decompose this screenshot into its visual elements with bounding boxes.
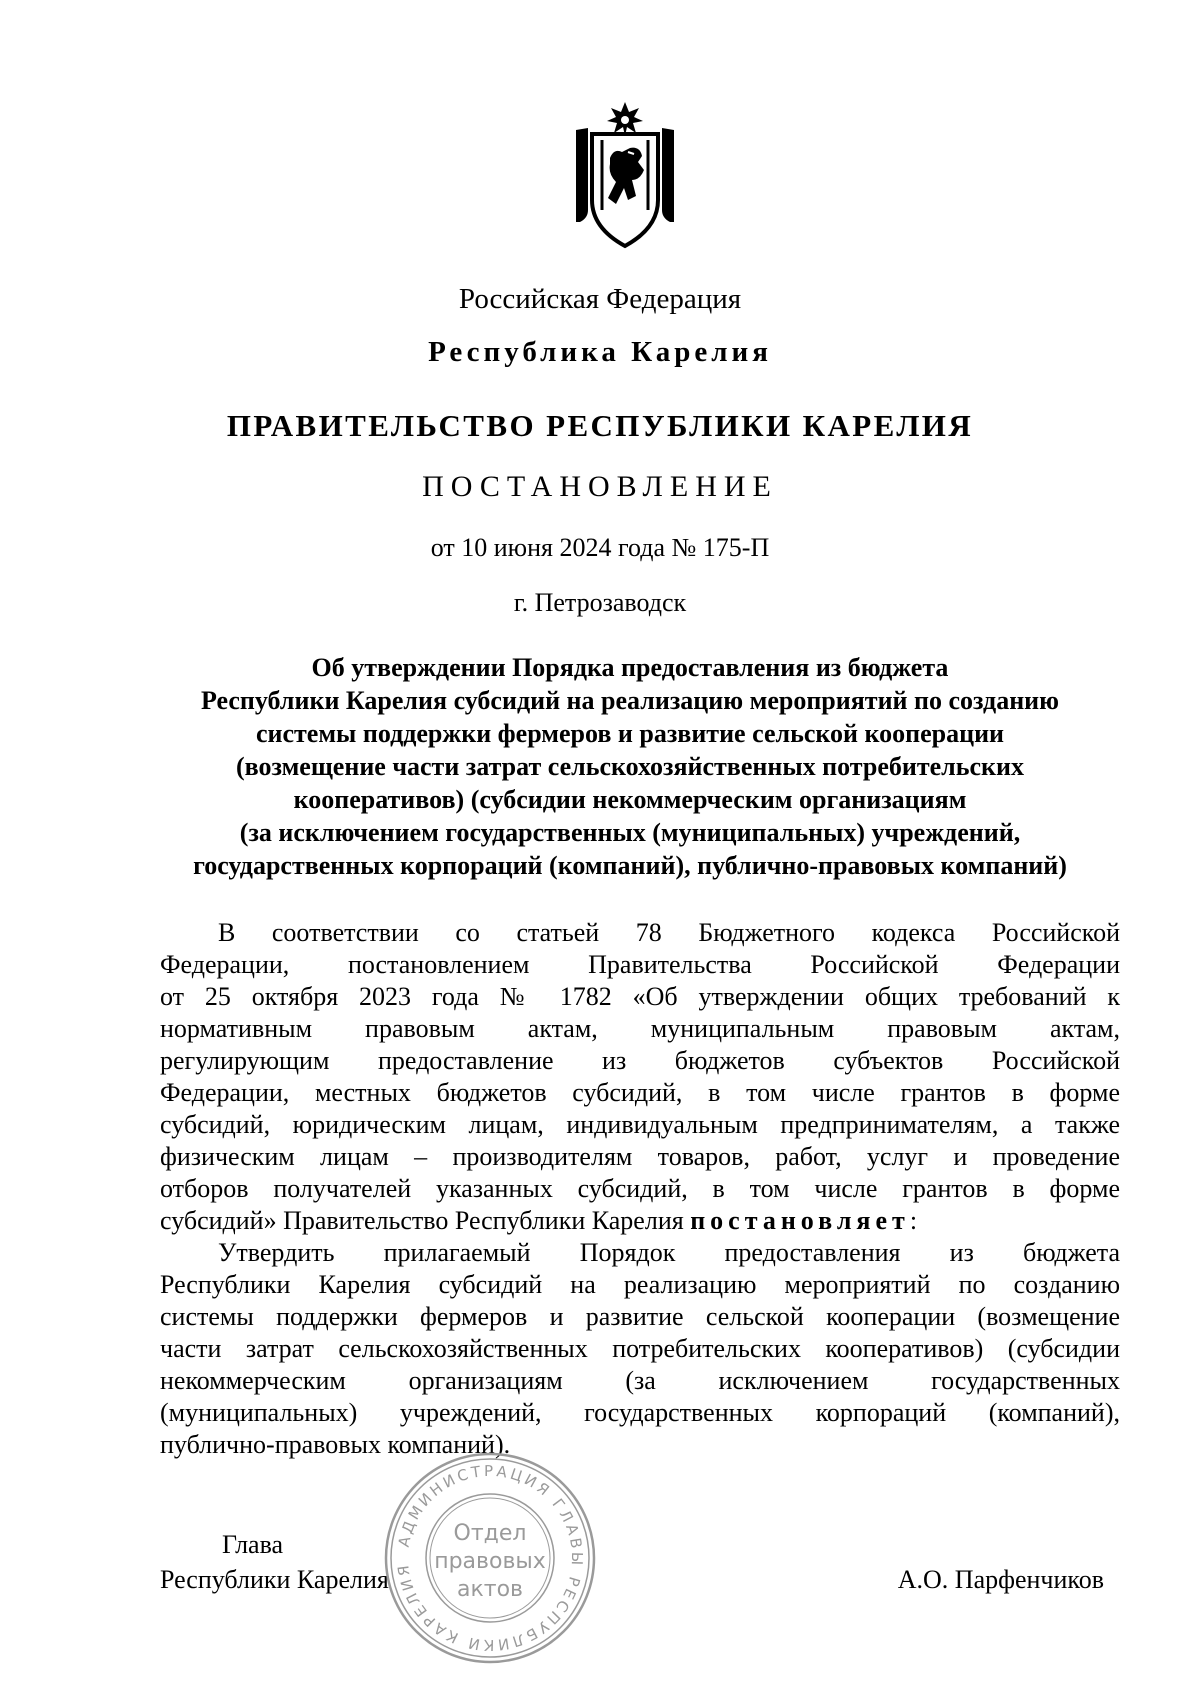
title-line: государственных корпораций (компаний), публично-правовых компаний) (193, 851, 1067, 880)
stamp-center-line: Отдел (453, 1521, 527, 1546)
document-city: г. Петрозаводск (513, 588, 687, 617)
government-name: ПРАВИТЕЛЬСТВО РЕСПУБЛИКИ КАРЕЛИЯ (226, 408, 974, 443)
stamp-center-line: актов (456, 1577, 524, 1602)
stamp-center-line: правовых (434, 1549, 546, 1574)
preamble-line: Федерации, постановлением Правительства Российской Федерации (160, 950, 1120, 979)
resolves-word: постановляет (690, 1206, 910, 1235)
coat-of-arms-icon (570, 100, 680, 250)
republic-name: Республика Карелия (428, 336, 772, 368)
title-line: Об утверждении Порядка предоставления из бюджета (311, 653, 949, 682)
signatory-name: А.О. Парфенчиков (897, 1565, 1104, 1594)
preamble-line: физическим лицам – производителям товаров, работ, услуг и проведение (160, 1142, 1120, 1171)
preamble-line: от 25 октября 2023 года № 1782 «Об утверждении общих требований к (160, 982, 1120, 1011)
country-name: Российская Федерация (458, 283, 742, 315)
preamble-line: В соответствии со статьей 78 Бюджетного кодекса Российской (218, 918, 1120, 947)
decision-line: публично-правовых компаний). (160, 1430, 511, 1459)
document-type: ПОСТАНОВЛЕНИЕ (422, 470, 778, 503)
preamble-last-punct: : (909, 1206, 918, 1235)
decision-line: некоммерческим организациям (за исключением государственных (160, 1366, 1120, 1395)
decision-line: (муниципальных) учреждений, государственных корпораций (компаний), (160, 1398, 1120, 1427)
decision-line: системы поддержки фермеров и развитие сельской кооперации (возмещение (160, 1302, 1120, 1331)
official-stamp (380, 1448, 600, 1668)
decision-line: Утвердить прилагаемый Порядок предоставления из бюджета (218, 1238, 1120, 1267)
title-line: (за исключением государственных (муниципальных) учреждений, (239, 818, 1021, 847)
title-line: Республики Карелия субсидий на реализацию мероприятий по созданию (200, 686, 1060, 715)
preamble-last-line (160, 1206, 1120, 1236)
title-line: (возмещение части затрат сельскохозяйственных потребительских (236, 752, 1024, 781)
decision-line: части затрат сельскохозяйственных потребительских кооперативов) (субсидии (160, 1334, 1120, 1363)
decision-line: Республики Карелия субсидий на реализацию мероприятий по созданию (160, 1270, 1120, 1299)
preamble-line: регулирующим предоставление из бюджетов субъектов Российской (160, 1046, 1120, 1075)
stamp-ring-text: АДМИНИСТРАЦИЯ ГЛАВЫ РЕСПУБЛИКИ КАРЕЛИЯ (393, 1461, 587, 1655)
signatory-position: Глава (222, 1530, 284, 1559)
document-title (140, 651, 1120, 882)
preamble-line: Федерации, местных бюджетов субсидий, в том числе грантов в форме (160, 1078, 1120, 1107)
preamble-line: отборов получателей указанных субсидий, в том числе грантов в форме (160, 1174, 1120, 1203)
signatory-position-region: Республики Карелия (160, 1565, 389, 1594)
preamble-line: нормативным правовым актам, муниципальным правовым актам, (160, 1014, 1120, 1043)
preamble-last-text: субсидий» Правительство Республики Карелия (160, 1206, 691, 1235)
title-line: кооперативов) (субсидии некоммерческим организациям (293, 785, 967, 814)
preamble-line: субсидий, юридическим лицам, индивидуальным предпринимателям, а также (160, 1110, 1120, 1139)
title-line: системы поддержки фермеров и развитие сельской кооперации (255, 719, 1005, 748)
document-date-number: от 10 июня 2024 года № 175-П (430, 533, 770, 562)
